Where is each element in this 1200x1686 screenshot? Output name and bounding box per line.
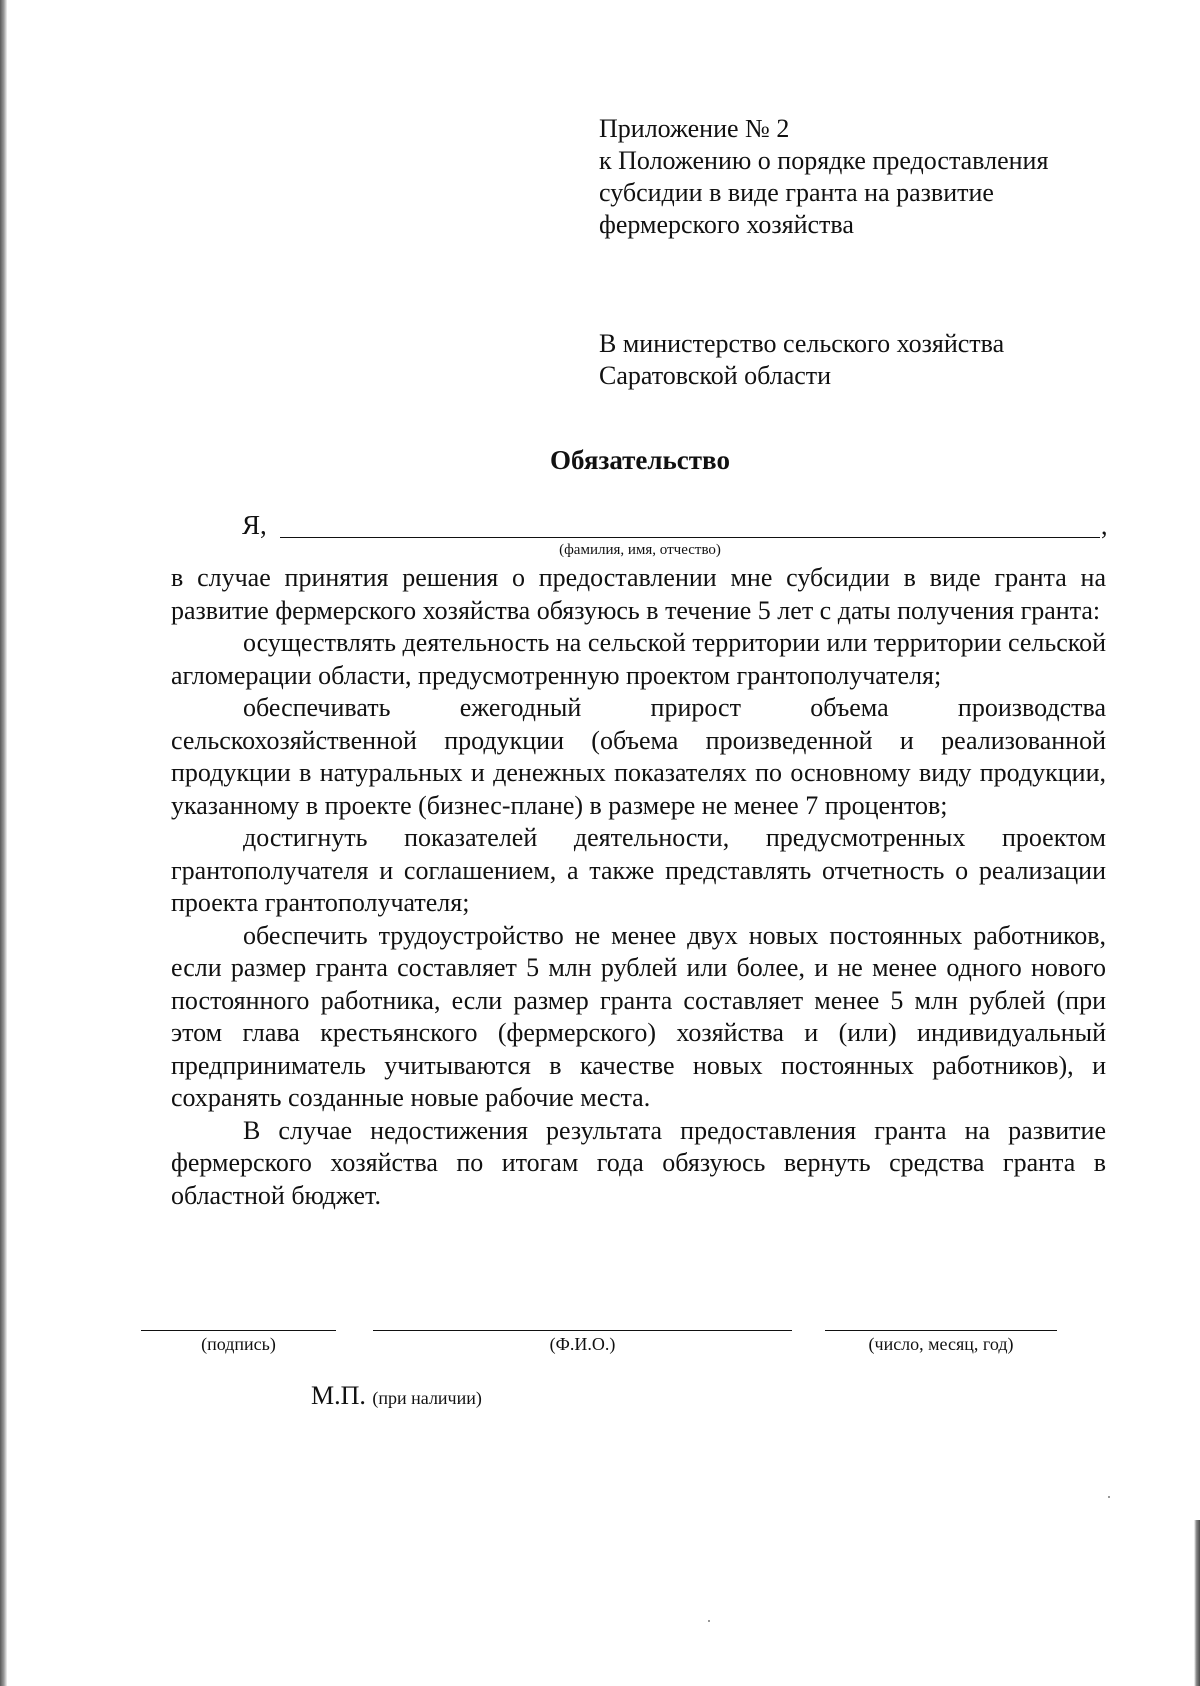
addressee-line: Саратовской области [599, 361, 832, 390]
obligation-paragraph: В случае недостижения результата предоставления гранта на развитие фермерского хозяйства по итогам года обязуюсь вернуть средства гранта в областной бюджет. [171, 1115, 1106, 1210]
addressee [599, 328, 1004, 392]
date-line [825, 1330, 1057, 1331]
seal-placeholder [311, 1380, 482, 1414]
signature-line [141, 1330, 336, 1331]
appendix-line: фермерского хозяйства [599, 210, 854, 239]
scan-edge-right [1194, 1520, 1200, 1686]
declarant-prefix: Я, [242, 510, 267, 540]
declarant-name-field [280, 537, 1100, 538]
obligation-paragraph: обеспечивать ежегодный прирост объема производства сельскохозяйственной продукции (объема произведенной и реализованной продукции в натуральных и денежных показателях по основному виду продукции, указанному в проекте (бизнес-плане) в размере не менее 7 процентов; [171, 693, 1106, 820]
obligation-paragraph: в случае принятия решения о предоставлении мне субсидии в виде гранта на развитие фермерского хозяйства обязуюсь в течение 5 лет с даты получения гранта: [171, 563, 1106, 625]
appendix-line: к Положению о порядке предоставления [599, 146, 1049, 175]
scan-speck [1108, 1496, 1110, 1498]
obligation-body [171, 562, 1106, 1212]
date-label: (число, месяц, год) [868, 1334, 1014, 1354]
obligation-paragraph: обеспечить трудоустройство не менее двух новых постоянных работников, если размер гранта составляет 5 млн рублей или более, и не менее одного нового постоянного работника, если размер гранта составляет менее 5 млн рублей (при этом глава крестьянского (фермерского) хозяйства и (или) индивидуальный предприниматель учитываются в качестве новых постоянных работников), и сохранять созданные новые рабочие места. [171, 920, 1106, 1112]
signature-label: (подпись) [201, 1334, 276, 1354]
addressee-line: В министерство сельского хозяйства [599, 329, 1005, 358]
obligation-paragraph: осуществлять деятельность на сельской территории или территории сельской агломерации области, предусмотренную проектом грантополучателя; [171, 628, 1106, 690]
appendix-line: Приложение № 2 [599, 114, 790, 143]
declarant-comma: , [1101, 511, 1108, 540]
scan-speck [708, 1620, 710, 1622]
declarant-name-hint: (фамилия, имя, отчество) [559, 542, 721, 558]
appendix-line: субсидии в виде гранта на развитие [599, 178, 994, 207]
appendix-header [599, 113, 1048, 241]
scan-edge-left [0, 0, 7, 1686]
full-name-line [373, 1330, 792, 1331]
document-title: Обязательство [550, 445, 730, 475]
seal-note: (при наличии) [372, 1388, 482, 1408]
full-name-label: (Ф.И.О.) [549, 1334, 616, 1354]
obligation-paragraph: достигнуть показателей деятельности, предусмотренных проектом грантополучателя и соглашением, а также представлять отчетность о реализации проекта грантополучателя; [171, 823, 1106, 917]
seal-label: М.П. [311, 1381, 366, 1410]
